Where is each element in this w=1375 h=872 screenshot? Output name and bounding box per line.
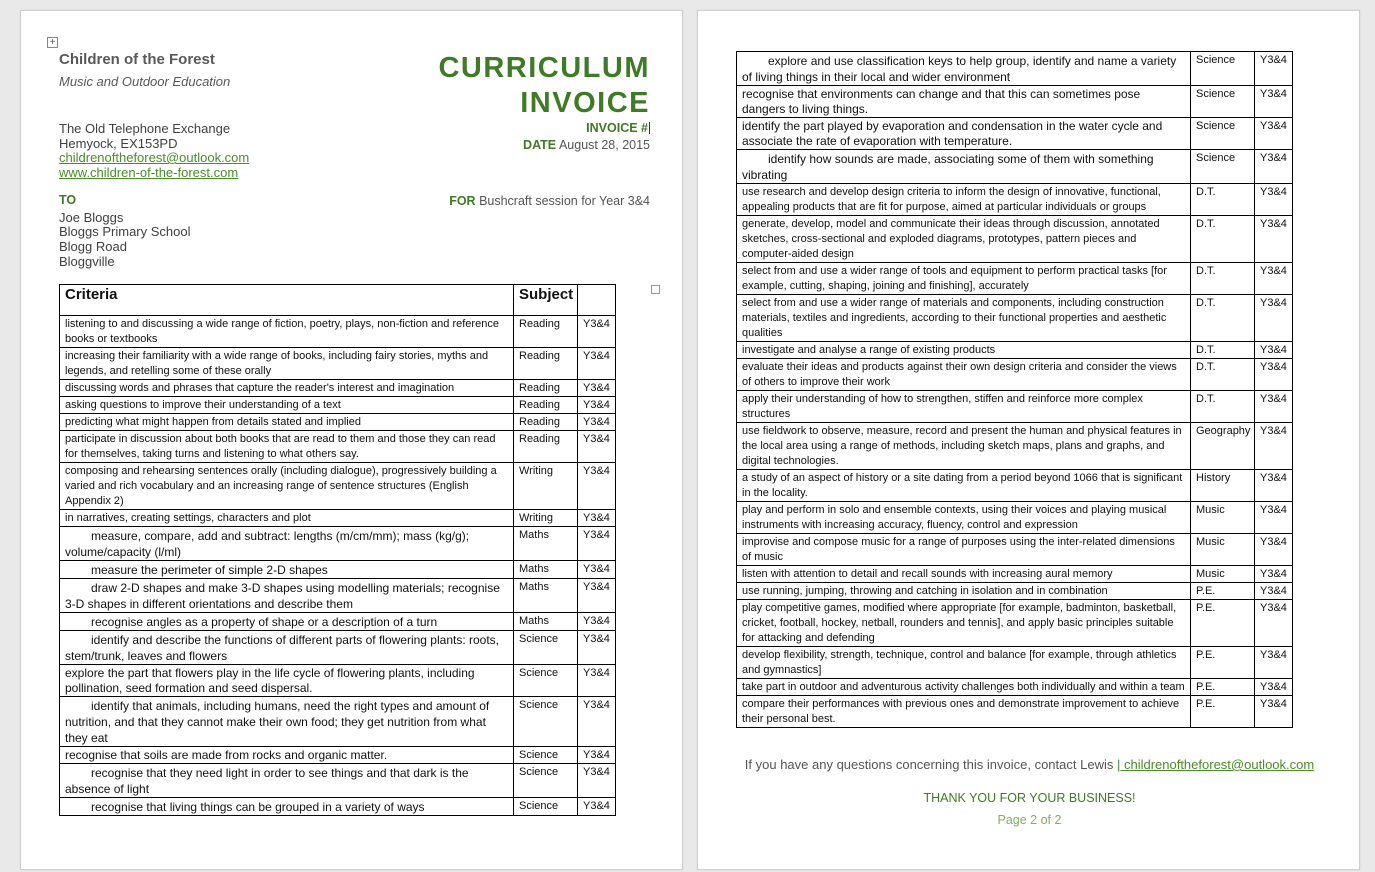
criteria-cell[interactable]: recognise that they need light in order to see things and that dark is the absence of light — [60, 764, 514, 798]
subject-cell[interactable]: Science — [1191, 118, 1255, 150]
subject-cell[interactable]: Science — [1191, 150, 1255, 184]
table-row — [60, 798, 616, 816]
subject-cell[interactable]: P.E. — [1191, 600, 1255, 647]
contact-email-link[interactable]: | childrenoftheforest@outlook.com — [1116, 757, 1315, 772]
criteria-table — [59, 284, 616, 816]
criteria-cell[interactable]: identify how sounds are made, associating some of them with something vibrating — [737, 150, 1191, 184]
year-cell[interactable]: Y3&4 — [1255, 502, 1293, 534]
subject-cell[interactable]: Maths — [514, 579, 578, 613]
year-cell[interactable]: Y3&4 — [1255, 150, 1293, 184]
year-cell[interactable]: Y3&4 — [1255, 391, 1293, 423]
table-row — [737, 52, 1293, 86]
subject-cell[interactable]: Science — [514, 747, 578, 764]
subject-cell[interactable]: Science — [1191, 52, 1255, 86]
year-cell[interactable]: Y3&4 — [1255, 696, 1293, 728]
year-cell[interactable]: Y3&4 — [1255, 470, 1293, 502]
for-description — [449, 194, 650, 208]
subject-cell[interactable]: Science — [514, 665, 578, 697]
table-move-handle-icon[interactable]: + — [47, 37, 58, 48]
year-cell[interactable]: Y3&4 — [578, 579, 616, 613]
year-cell[interactable]: Y3&4 — [578, 764, 616, 798]
subject-cell[interactable]: Reading — [514, 431, 578, 463]
table-row — [60, 665, 616, 697]
criteria-cell[interactable]: improvise and compose music for a range of purposes using the inter-related dimensions of music — [737, 534, 1191, 566]
criteria-cell[interactable]: explore the part that flowers play in the life cycle of flowering plants, including pollination, seed formation and seed dispersal. — [60, 665, 514, 697]
year-cell[interactable]: Y3&4 — [1255, 342, 1293, 359]
email-link[interactable]: childrenoftheforest@outlook.com — [59, 150, 250, 165]
table-header-row — [60, 285, 616, 316]
year-cell[interactable]: Y3&4 — [578, 665, 616, 697]
criteria-cell[interactable]: use running, jumping, throwing and catching in isolation and in combination — [737, 583, 1191, 600]
criteria-cell[interactable]: apply their understanding of how to strengthen, stiffen and reinforce more complex structures — [737, 391, 1191, 423]
criteria-cell[interactable]: use fieldwork to observe, measure, record and present the human and physical features in the local area using a range of methods, including sketch maps, plans and graphs, and digital technologies. — [737, 423, 1191, 470]
document-page-2 — [697, 10, 1360, 870]
table-row — [737, 295, 1293, 342]
criteria-table-continued — [736, 51, 1293, 728]
year-cell[interactable]: Y3&4 — [1255, 647, 1293, 679]
year-cell[interactable]: Y3&4 — [1255, 423, 1293, 470]
year-cell[interactable]: Y3&4 — [578, 561, 616, 579]
criteria-cell[interactable]: use research and develop design criteria to inform the design of innovative, functional, appealing products that are fit for purpose, aimed at particular individuals or groups — [737, 184, 1191, 216]
subject-cell[interactable]: D.T. — [1191, 184, 1255, 216]
table-row — [737, 470, 1293, 502]
year-cell[interactable]: Y3&4 — [1255, 216, 1293, 263]
table-row — [60, 414, 616, 431]
address-line: Hemyock, EX153PD — [59, 136, 178, 151]
to-label: TO — [59, 193, 77, 207]
table-row — [737, 566, 1293, 583]
criteria-cell[interactable]: recognise that soils are made from rocks and organic matter. — [60, 747, 514, 764]
table-row — [60, 561, 616, 579]
subject-cell[interactable]: Reading — [514, 348, 578, 380]
criteria-cell[interactable]: evaluate their ideas and products against their own design criteria and consider the views of others to improve their work — [737, 359, 1191, 391]
criteria-cell[interactable]: measure, compare, add and subtract: lengths (m/cm/mm); mass (kg/g); volume/capacity (l/ml) — [60, 527, 514, 561]
year-cell[interactable]: Y3&4 — [1255, 263, 1293, 295]
subject-cell[interactable]: D.T. — [1191, 391, 1255, 423]
subject-cell[interactable]: P.E. — [1191, 647, 1255, 679]
criteria-cell[interactable]: select from and use a wider range of materials and components, including construction materials, textiles and ingredients, according to their functional properties and aesthetic qualities — [737, 295, 1191, 342]
recipient-line: Blogg Road — [59, 239, 127, 254]
table-row — [737, 679, 1293, 696]
criteria-cell[interactable]: in narratives, creating settings, characters and plot — [60, 510, 514, 527]
year-cell[interactable]: Y3&4 — [578, 747, 616, 764]
criteria-cell[interactable]: predicting what might happen from details stated and implied — [60, 414, 514, 431]
year-cell[interactable]: Y3&4 — [1255, 118, 1293, 150]
year-cell[interactable]: Y3&4 — [578, 431, 616, 463]
table-row — [737, 216, 1293, 263]
table-row — [737, 423, 1293, 470]
table-row — [737, 359, 1293, 391]
date-value: August 28, 2015 — [558, 138, 650, 152]
company-name: Children of the Forest — [59, 51, 215, 68]
criteria-cell[interactable]: draw 2-D shapes and make 3-D shapes using modelling materials; recognise 3-D shapes in different orientations and describe them — [60, 579, 514, 613]
table-resize-handle-icon[interactable] — [651, 285, 660, 294]
subject-cell[interactable]: Science — [514, 764, 578, 798]
criteria-cell[interactable]: recognise that living things can be grouped in a variety of ways — [60, 798, 514, 816]
table-row — [737, 534, 1293, 566]
title-line-2: INVOICE — [520, 87, 650, 119]
year-cell[interactable]: Y3&4 — [1255, 359, 1293, 391]
subject-cell[interactable]: History — [1191, 470, 1255, 502]
table-row — [737, 342, 1293, 359]
subject-cell[interactable]: Reading — [514, 414, 578, 431]
year-cell[interactable]: Y3&4 — [578, 631, 616, 665]
criteria-cell[interactable]: take part in outdoor and adventurous activity challenges both individually and within a team — [737, 679, 1191, 696]
subject-cell[interactable]: Music — [1191, 534, 1255, 566]
criteria-cell[interactable]: composing and rehearsing sentences orally (including dialogue), progressively building a varied and rich vocabulary and an increasing range of sentence structures (English Appendix 2) — [60, 463, 514, 510]
table-row — [737, 647, 1293, 679]
subject-header: Subject — [514, 285, 578, 316]
table-row — [737, 583, 1293, 600]
table-row — [60, 613, 616, 631]
year-cell[interactable]: Y3&4 — [578, 397, 616, 414]
year-cell[interactable]: Y3&4 — [578, 510, 616, 527]
document-page-1 — [20, 10, 683, 870]
criteria-cell[interactable]: identify and describe the functions of different parts of flowering plants: roots, stem/trunk, leaves and flowers — [60, 631, 514, 665]
year-cell[interactable]: Y3&4 — [578, 316, 616, 348]
subject-cell[interactable]: Geography — [1191, 423, 1255, 470]
year-cell[interactable]: Y3&4 — [578, 348, 616, 380]
year-cell[interactable]: Y3&4 — [578, 380, 616, 397]
subject-cell[interactable]: Science — [514, 798, 578, 816]
year-cell[interactable]: Y3&4 — [578, 527, 616, 561]
criteria-cell[interactable]: participate in discussion about both books that are read to them and those they can read for themselves, taking turns and listening to what others say. — [60, 431, 514, 463]
table-row — [60, 527, 616, 561]
subject-cell[interactable]: Reading — [514, 380, 578, 397]
invoice-label: INVOICE # — [586, 121, 648, 135]
criteria-cell[interactable]: select from and use a wider range of tools and equipment to perform practical tasks [for example, cutting, shaping, joining and finishing], accurately — [737, 263, 1191, 295]
subject-cell[interactable]: Reading — [514, 316, 578, 348]
table-row — [737, 184, 1293, 216]
recipient-line: Bloggville — [59, 254, 115, 269]
subject-cell[interactable]: P.E. — [1191, 696, 1255, 728]
table-row — [60, 431, 616, 463]
document-title — [438, 51, 650, 121]
table-row — [60, 380, 616, 397]
table-row — [60, 510, 616, 527]
year-header — [578, 285, 616, 316]
criteria-cell[interactable]: listen with attention to detail and recall sounds with increasing aural memory — [737, 566, 1191, 583]
subject-cell[interactable]: D.T. — [1191, 216, 1255, 263]
subject-cell[interactable]: P.E. — [1191, 679, 1255, 696]
table-row — [737, 86, 1293, 118]
year-cell[interactable]: Y3&4 — [578, 414, 616, 431]
subject-cell[interactable]: D.T. — [1191, 342, 1255, 359]
subject-cell[interactable]: Music — [1191, 566, 1255, 583]
page-number: Page 2 of 2 — [997, 813, 1062, 827]
year-cell[interactable]: Y3&4 — [1255, 184, 1293, 216]
criteria-cell[interactable]: investigate and analyse a range of existing products — [737, 342, 1191, 359]
subject-cell[interactable]: D.T. — [1191, 359, 1255, 391]
table-row — [737, 600, 1293, 647]
date-label: DATE — [523, 138, 557, 152]
contact-text: If you have any questions concerning this invoice, contact Lewis — [744, 757, 1114, 772]
table-row — [60, 631, 616, 665]
text-cursor — [649, 122, 650, 134]
criteria-cell[interactable]: listening to and discussing a wide range of fiction, poetry, plays, non-fiction and reference books or textbooks — [60, 316, 514, 348]
criteria-cell[interactable]: asking questions to improve their understanding of a text — [60, 397, 514, 414]
year-cell[interactable]: Y3&4 — [1255, 679, 1293, 696]
criteria-cell[interactable]: generate, develop, model and communicate their ideas through discussion, annotated sketches, cross-sectional and exploded diagrams, prototypes, pattern pieces and computer-aided design — [737, 216, 1191, 263]
year-cell[interactable]: Y3&4 — [578, 697, 616, 747]
year-cell[interactable]: Y3&4 — [578, 613, 616, 631]
criteria-cell[interactable]: explore and use classification keys to help group, identify and name a variety of living things in their local and wider environment — [737, 52, 1191, 86]
table-row — [60, 697, 616, 747]
contact-note — [698, 757, 1361, 772]
year-cell[interactable]: Y3&4 — [1255, 295, 1293, 342]
table-row — [60, 747, 616, 764]
table-row — [737, 391, 1293, 423]
table-row — [737, 263, 1293, 295]
subject-cell[interactable]: Science — [514, 697, 578, 747]
year-cell[interactable]: Y3&4 — [578, 463, 616, 510]
year-cell[interactable]: Y3&4 — [1255, 534, 1293, 566]
address-line: The Old Telephone Exchange — [59, 121, 231, 136]
table-row — [737, 150, 1293, 184]
subject-cell[interactable]: Maths — [514, 561, 578, 579]
criteria-cell[interactable]: increasing their familiarity with a wide range of books, including fairy stories, myths and legends, and retelling some of these orally — [60, 348, 514, 380]
subject-cell[interactable]: Maths — [514, 527, 578, 561]
subject-cell[interactable]: P.E. — [1191, 583, 1255, 600]
criteria-cell[interactable]: measure the perimeter of simple 2-D shapes — [60, 561, 514, 579]
subject-cell[interactable]: Writing — [514, 510, 578, 527]
subject-cell[interactable]: Reading — [514, 397, 578, 414]
criteria-cell[interactable]: recognise that environments can change and that this can sometimes pose dangers to living things. — [737, 86, 1191, 118]
invoice-date — [523, 138, 650, 152]
for-label: FOR — [449, 194, 476, 208]
criteria-cell[interactable]: identify the part played by evaporation and condensation in the water cycle and associate the rate of evaporation with temperature. — [737, 118, 1191, 150]
recipient-line: Bloggs Primary School — [59, 224, 191, 239]
year-cell[interactable]: Y3&4 — [578, 798, 616, 816]
table-row — [737, 118, 1293, 150]
thank-you-note: THANK YOU FOR YOUR BUSINESS! — [923, 791, 1136, 805]
year-cell[interactable]: Y3&4 — [1255, 52, 1293, 86]
table-row — [60, 316, 616, 348]
subject-cell[interactable]: Music — [1191, 502, 1255, 534]
criteria-cell[interactable]: a study of an aspect of history or a site dating from a period beyond 1066 that is significant in the locality. — [737, 470, 1191, 502]
table-row — [60, 463, 616, 510]
table-row — [737, 502, 1293, 534]
invoice-number[interactable] — [586, 121, 650, 135]
year-cell[interactable]: Y3&4 — [1255, 600, 1293, 647]
recipient-line: Joe Bloggs — [59, 210, 124, 225]
subject-cell[interactable]: Science — [514, 631, 578, 665]
subject-cell[interactable]: Writing — [514, 463, 578, 510]
year-cell[interactable]: Y3&4 — [1255, 86, 1293, 118]
year-cell[interactable]: Y3&4 — [1255, 566, 1293, 583]
criteria-cell[interactable]: play competitive games, modified where appropriate [for example, badminton, basketball, cricket, football, hockey, netball, rounders and tennis], and apply basic principles suitable for attacking and defending — [737, 600, 1191, 647]
table-row — [737, 696, 1293, 728]
title-line-1: CURRICULUM — [438, 52, 650, 84]
company-tagline: Music and Outdoor Education — [59, 74, 231, 89]
website-link[interactable]: www.children-of-the-forest.com — [59, 165, 239, 180]
criteria-cell[interactable]: identify that animals, including humans, need the right types and amount of nutrition, and that they cannot make their own food; they get nutrition from what they eat — [60, 697, 514, 747]
criteria-cell[interactable]: compare their performances with previous ones and demonstrate improvement to achieve their personal best. — [737, 696, 1191, 728]
criteria-cell[interactable]: develop flexibility, strength, technique, control and balance [for example, through athletics and gymnastics] — [737, 647, 1191, 679]
table-row — [60, 764, 616, 798]
table-row — [60, 348, 616, 380]
for-value: Bushcraft session for Year 3&4 — [479, 194, 650, 208]
subject-cell[interactable]: Maths — [514, 613, 578, 631]
criteria-cell[interactable]: play and perform in solo and ensemble contexts, using their voices and playing musical instruments with increasing accuracy, fluency, control and expression — [737, 502, 1191, 534]
subject-cell[interactable]: D.T. — [1191, 263, 1255, 295]
table-row — [60, 397, 616, 414]
year-cell[interactable]: Y3&4 — [1255, 583, 1293, 600]
subject-cell[interactable]: Science — [1191, 86, 1255, 118]
criteria-header: Criteria — [60, 285, 514, 316]
criteria-cell[interactable]: discussing words and phrases that capture the reader's interest and imagination — [60, 380, 514, 397]
table-row — [60, 579, 616, 613]
criteria-cell[interactable]: recognise angles as a property of shape or a description of a turn — [60, 613, 514, 631]
subject-cell[interactable]: D.T. — [1191, 295, 1255, 342]
